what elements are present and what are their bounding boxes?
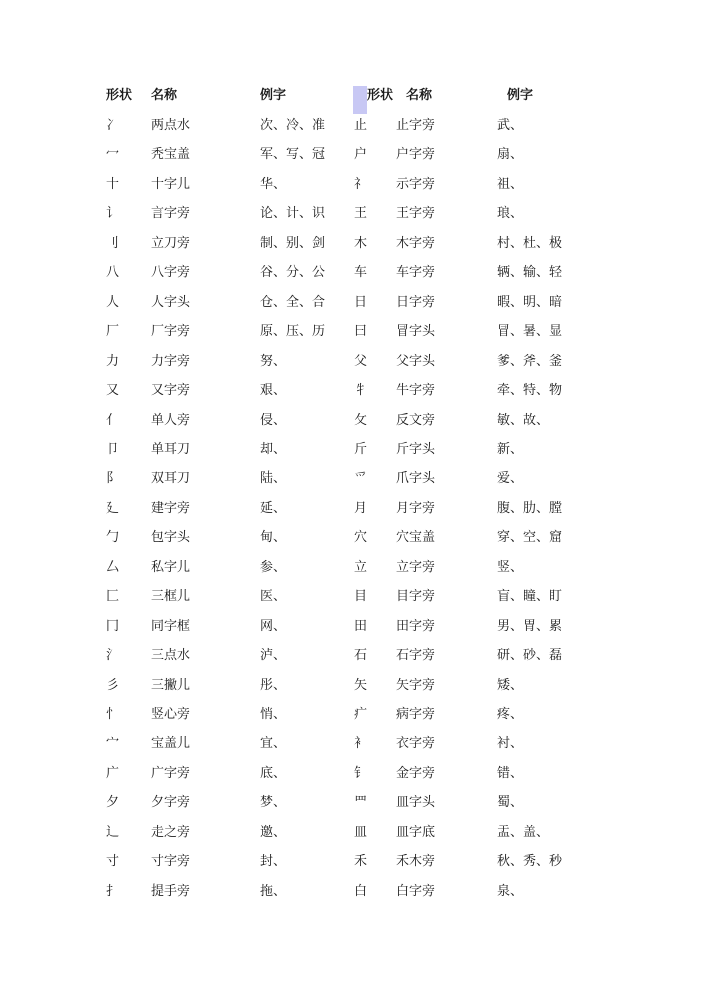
cell-left-name: 十字儿	[151, 176, 191, 192]
cell-right-name: 病字旁	[396, 707, 436, 722]
cell-right-name: 立字旁	[396, 559, 436, 575]
cell-right-shape: 月	[354, 500, 368, 516]
cell-right-examples: 暇、明、暗	[497, 294, 563, 310]
cell-left-examples: 却、	[260, 441, 287, 457]
header-right-examples: 例字	[507, 88, 534, 103]
cell-right-name: 禾木旁	[396, 854, 436, 870]
cell-left-name: 双耳刀	[151, 471, 191, 487]
cell-right-shape: 罒	[354, 795, 368, 811]
cell-left-shape: 刂	[106, 235, 120, 251]
cell-left-examples: 原、压、历	[260, 324, 326, 340]
cell-left-shape: 八	[106, 265, 120, 281]
table-row	[0, 467, 707, 491]
cell-right-examples: 衬、	[497, 736, 524, 752]
table-header-row	[0, 84, 707, 108]
cell-right-examples: 琅、	[497, 206, 524, 222]
cell-right-name: 止字旁	[396, 118, 436, 133]
cell-left-shape: 阝	[106, 471, 120, 487]
cell-right-examples: 盲、瞳、盯	[497, 589, 563, 605]
cell-right-examples: 研、砂、磊	[497, 648, 563, 664]
cell-left-shape: 厂	[106, 324, 120, 340]
cell-left-examples: 论、计、识	[260, 206, 326, 222]
cell-left-shape: 廴	[106, 500, 120, 516]
cell-left-name: 厂字旁	[151, 324, 191, 340]
table-row	[0, 674, 707, 698]
cell-left-name: 人字头	[151, 294, 191, 310]
cell-left-examples: 延、	[260, 500, 287, 516]
cell-right-examples: 爹、斧、釜	[497, 353, 563, 369]
cell-left-name: 建字旁	[151, 500, 191, 516]
cell-left-shape: 冫	[106, 118, 120, 133]
cell-right-name: 金字旁	[396, 765, 436, 781]
table-row	[0, 762, 707, 786]
cell-right-shape: 父	[354, 353, 368, 369]
cell-left-shape: 匚	[106, 589, 120, 605]
table-row	[0, 732, 707, 756]
cell-right-name: 示字旁	[396, 176, 436, 192]
cell-right-shape: 车	[354, 265, 368, 281]
table-row	[0, 173, 707, 197]
cell-right-examples: 村、杜、极	[497, 235, 563, 251]
cell-left-examples: 谷、分、公	[260, 265, 326, 281]
cell-right-examples: 冒、暑、显	[497, 324, 563, 340]
cell-right-examples: 牵、特、物	[497, 383, 563, 399]
cell-right-shape: 衤	[354, 736, 368, 752]
cell-right-shape: 王	[354, 206, 368, 222]
cell-left-shape: 忄	[106, 707, 120, 722]
table-row	[0, 232, 707, 256]
cell-right-examples: 腹、肋、膛	[497, 500, 563, 516]
cell-right-name: 王字旁	[396, 206, 436, 222]
cell-left-name: 八字旁	[151, 265, 191, 281]
cell-right-examples: 竖、	[497, 559, 524, 575]
cell-right-name: 反文旁	[396, 412, 436, 428]
cell-right-shape: 爫	[354, 471, 368, 487]
cell-right-examples: 新、	[497, 441, 524, 457]
cell-right-name: 石字旁	[396, 648, 436, 664]
cell-left-name: 包字头	[151, 530, 191, 546]
cell-left-shape: 勹	[106, 530, 120, 546]
cell-left-shape: 冖	[106, 147, 120, 163]
cell-right-shape: 目	[354, 589, 368, 605]
cell-left-examples: 医、	[260, 589, 287, 605]
header-left-name: 名称	[151, 88, 178, 103]
cell-right-examples: 泉、	[497, 883, 524, 899]
cell-right-examples: 男、胃、累	[497, 618, 563, 634]
cell-right-examples: 穿、空、窟	[497, 530, 563, 546]
cell-right-name: 皿字底	[396, 824, 436, 840]
cell-left-name: 广字旁	[151, 765, 191, 781]
cell-right-examples: 扇、	[497, 147, 524, 163]
cell-right-shape: 田	[354, 618, 368, 634]
table-row	[0, 585, 707, 609]
cell-right-name: 车字旁	[396, 265, 436, 281]
cell-left-name: 秃宝盖	[151, 147, 191, 163]
cell-right-shape: 斤	[354, 441, 368, 457]
cell-right-name: 穴宝盖	[396, 530, 436, 546]
cell-right-name: 牛字旁	[396, 383, 436, 399]
cell-left-name: 夕字旁	[151, 795, 191, 811]
cell-right-name: 目字旁	[396, 589, 436, 605]
table-row	[0, 291, 707, 315]
cell-right-name: 冒字头	[396, 324, 436, 340]
table-row	[0, 526, 707, 550]
cell-right-shape: 曰	[354, 324, 368, 340]
cell-right-examples: 错、	[497, 765, 524, 781]
cell-left-examples: 甸、	[260, 530, 287, 546]
cell-left-examples: 仓、全、合	[260, 294, 326, 310]
table-row	[0, 821, 707, 845]
cell-left-name: 宝盖儿	[151, 736, 191, 752]
cell-left-examples: 宜、	[260, 736, 287, 752]
cell-left-shape: 辶	[106, 824, 120, 840]
table-row	[0, 379, 707, 403]
cell-right-name: 木字旁	[396, 235, 436, 251]
cell-left-examples: 制、别、剑	[260, 235, 326, 251]
cell-right-shape: 白	[354, 883, 368, 899]
cell-left-shape: 冂	[106, 618, 120, 634]
table-row	[0, 880, 707, 904]
cell-left-name: 又字旁	[151, 383, 191, 399]
cell-left-name: 单耳刀	[151, 441, 191, 457]
cell-right-examples: 敏、故、	[497, 412, 550, 428]
cell-left-examples: 泸、	[260, 648, 287, 664]
cell-left-shape: 扌	[106, 883, 120, 899]
cell-right-shape: 止	[354, 118, 368, 133]
cell-left-examples: 拖、	[260, 883, 287, 899]
cell-left-name: 言字旁	[151, 206, 191, 222]
cell-right-examples: 祖、	[497, 176, 524, 192]
table-row	[0, 644, 707, 668]
cell-right-examples: 疼、	[497, 707, 524, 722]
cell-left-name: 三框儿	[151, 589, 191, 605]
cell-right-examples: 爱、	[497, 471, 524, 487]
cell-left-shape: 卩	[106, 441, 120, 457]
cell-right-examples: 辆、输、轻	[497, 265, 563, 281]
cell-left-name: 提手旁	[151, 883, 191, 899]
cell-left-name: 三点水	[151, 648, 191, 664]
cell-right-shape: 攵	[354, 412, 368, 428]
cell-left-examples: 悄、	[260, 707, 287, 722]
table-row	[0, 556, 707, 580]
header-right-shape: 形状	[367, 88, 394, 103]
table-row	[0, 350, 707, 374]
table-row	[0, 320, 707, 344]
cell-left-shape: 又	[106, 383, 120, 399]
table-row	[0, 143, 707, 167]
cell-right-shape: 疒	[354, 707, 368, 722]
cell-left-examples: 彤、	[260, 677, 287, 693]
cell-left-examples: 侵、	[260, 412, 287, 428]
header-left-shape: 形状	[106, 88, 133, 103]
cell-left-examples: 参、	[260, 559, 287, 575]
cell-right-name: 父字头	[396, 353, 436, 369]
cell-right-name: 矢字旁	[396, 677, 436, 693]
cell-right-examples: 秋、秀、秒	[497, 854, 563, 870]
header-right-name: 名称	[406, 88, 433, 103]
cell-left-examples: 陆、	[260, 471, 287, 487]
cell-left-shape: 人	[106, 294, 120, 310]
cell-right-shape: 木	[354, 235, 368, 251]
table-row	[0, 261, 707, 285]
cell-right-shape: 户	[354, 147, 368, 163]
cell-left-shape: 广	[106, 765, 120, 781]
table-row	[0, 791, 707, 815]
table-row	[0, 409, 707, 433]
cell-left-name: 走之旁	[151, 824, 191, 840]
cell-left-shape: 彡	[106, 677, 120, 693]
cell-right-examples: 盂、盖、	[497, 824, 550, 840]
cell-left-examples: 邀、	[260, 824, 287, 840]
cell-left-name: 立刀旁	[151, 235, 191, 251]
cell-left-examples: 军、写、冠	[260, 147, 326, 163]
cell-right-shape: 日	[354, 294, 368, 310]
cell-right-shape: 牜	[354, 383, 368, 399]
cell-left-shape: 厶	[106, 559, 120, 575]
cell-left-shape: 寸	[106, 854, 120, 870]
cell-right-name: 白字旁	[396, 883, 436, 899]
cell-left-examples: 努、	[260, 353, 287, 369]
cell-right-name: 日字旁	[396, 294, 436, 310]
cell-left-examples: 梦、	[260, 795, 287, 811]
cell-left-examples: 底、	[260, 765, 287, 781]
table-row	[0, 114, 707, 138]
table-row	[0, 615, 707, 639]
cell-right-shape: 石	[354, 648, 368, 664]
cell-left-examples: 华、	[260, 176, 287, 192]
table-row	[0, 202, 707, 226]
cell-right-shape: 立	[354, 559, 368, 575]
cell-left-name: 力字旁	[151, 353, 191, 369]
cell-right-examples: 蜀、	[497, 795, 524, 811]
cell-right-name: 月字旁	[396, 500, 436, 516]
cell-left-shape: 氵	[106, 648, 120, 664]
cell-left-shape: 讠	[106, 206, 120, 222]
cell-left-name: 同字框	[151, 618, 191, 634]
header-left-examples: 例字	[260, 88, 287, 103]
cell-left-examples: 网、	[260, 618, 287, 634]
table-row	[0, 703, 707, 727]
table-row	[0, 850, 707, 874]
cell-left-name: 私字儿	[151, 559, 191, 575]
cell-right-name: 爪字头	[396, 471, 436, 487]
cell-right-shape: 皿	[354, 824, 368, 840]
cell-right-examples: 矮、	[497, 677, 524, 693]
cell-left-examples: 封、	[260, 854, 287, 870]
cell-right-shape: 穴	[354, 530, 368, 546]
cell-right-shape: 禾	[354, 854, 368, 870]
cell-left-examples: 次、冷、准	[260, 118, 326, 133]
cell-left-shape: 宀	[106, 736, 120, 752]
cell-left-examples: 艰、	[260, 383, 287, 399]
table-row	[0, 438, 707, 462]
cell-right-shape: 钅	[354, 765, 368, 781]
cell-left-name: 三撇儿	[151, 677, 191, 693]
cell-left-name: 单人旁	[151, 412, 191, 428]
cell-right-name: 户字旁	[396, 147, 436, 163]
cell-left-name: 竖心旁	[151, 707, 191, 722]
cell-left-shape: 十	[106, 176, 120, 192]
cell-right-name: 衣字旁	[396, 736, 436, 752]
cell-left-name: 寸字旁	[151, 854, 191, 870]
cell-right-name: 皿字头	[396, 795, 436, 811]
cell-right-name: 田字旁	[396, 618, 436, 634]
cell-right-shape: 矢	[354, 677, 368, 693]
cell-right-examples: 武、	[497, 118, 524, 133]
cell-left-shape: 夕	[106, 795, 120, 811]
cell-right-shape: 礻	[354, 176, 368, 192]
cell-left-name: 两点水	[151, 118, 191, 133]
cell-left-shape: 亻	[106, 412, 120, 428]
cell-left-shape: 力	[106, 353, 120, 369]
table-row	[0, 497, 707, 521]
cell-right-name: 斤字头	[396, 441, 436, 457]
